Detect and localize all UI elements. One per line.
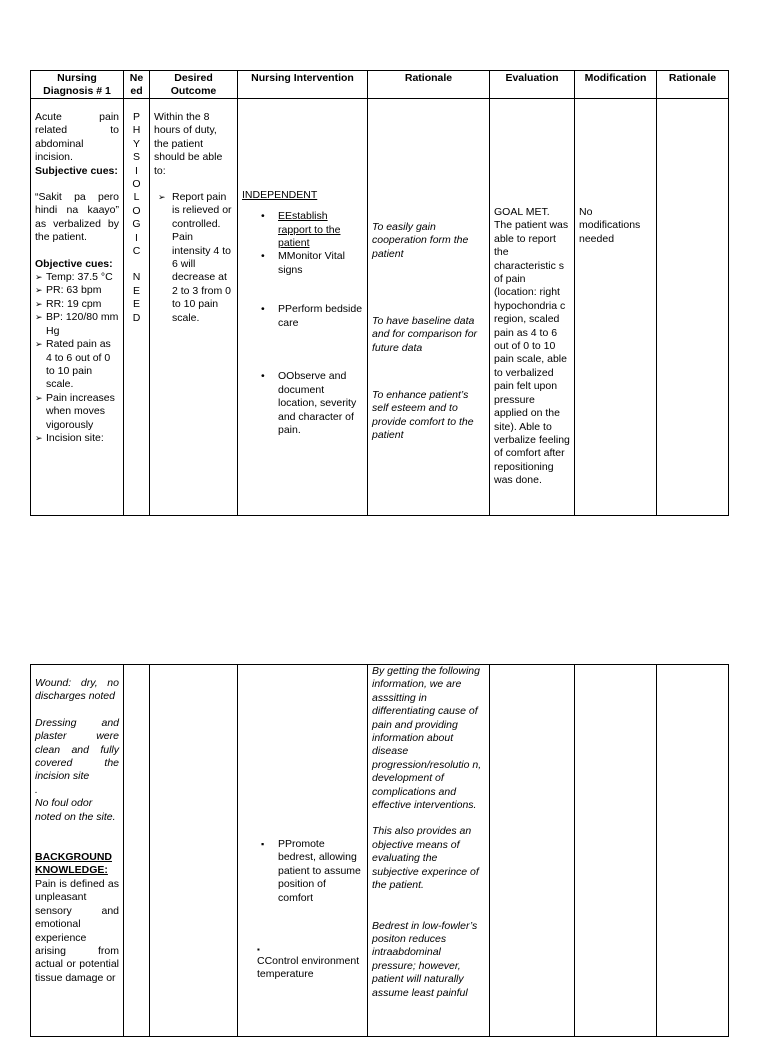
background-text: Pain is defined as unpleasant sensory and emotional experience arising from actual or potential tissue damage or bbox=[35, 877, 119, 984]
rationale-objective: This also provides an objective means of evaluating the subjective experince of the patient. bbox=[372, 825, 479, 892]
care-plan-table-page-2 bbox=[30, 664, 729, 1037]
intervention-list-continued bbox=[242, 838, 363, 945]
need-cell-continued bbox=[124, 665, 150, 1037]
intervention-cell-continued bbox=[238, 665, 368, 1037]
header-nursing-diagnosis: Nursing Diagnosis # 1 bbox=[31, 71, 124, 99]
intervention-control-temperature: CControl environment temperature bbox=[257, 955, 360, 981]
subjective-quote: “Sakit pa pero hindi na kaayo” as verbalized by the patient. bbox=[35, 191, 119, 244]
need-letter: E bbox=[132, 298, 140, 311]
intervention-establish-rapport: • EEstablish rapport to the patient bbox=[242, 210, 363, 250]
content-row bbox=[31, 665, 729, 1037]
dot-mark: . bbox=[35, 783, 38, 796]
cue-pain-increase: ➢ Pain increases when moves vigorously bbox=[35, 392, 119, 432]
outcome-item: ➢ Report pain is relieved or controlled. Pain intensity 4 to 6 will decrease at 2 to 3 from 0 to 10 pain scale. bbox=[158, 191, 233, 325]
diagnosis-intro: Acute pain related to abdominal incision. bbox=[35, 111, 119, 164]
background-heading: BACKGROUND KNOWLEDGE: bbox=[35, 851, 112, 877]
need-letter: Y bbox=[132, 137, 140, 150]
need-letter: L bbox=[133, 191, 140, 204]
care-plan-table-page-1 bbox=[30, 70, 729, 516]
intervention-promote-bedrest: ▪ PPromote bedrest, allowing patient to assume position of comfort bbox=[242, 838, 363, 945]
cue-temp: ➢ Temp: 37.5 °C bbox=[35, 271, 119, 284]
odor-note: No foul odor noted on the site. bbox=[35, 797, 116, 823]
need-letter: S bbox=[132, 151, 140, 164]
cue-rr: ➢ RR: 19 cpm bbox=[35, 298, 119, 311]
header-need: Ne ed bbox=[124, 71, 150, 99]
content-row bbox=[31, 99, 729, 516]
rationale-2-cell-continued bbox=[657, 665, 729, 1037]
intervention-list bbox=[242, 210, 363, 437]
evaluation-cell bbox=[490, 99, 575, 516]
cue-pr: ➢ PR: 63 bpm bbox=[35, 284, 119, 297]
intervention-bedside-care: • PPerform bedside care bbox=[242, 303, 363, 370]
independent-heading: INDEPENDENT bbox=[242, 189, 318, 201]
subjective-heading: Subjective cues: bbox=[35, 164, 118, 177]
need-letter: H bbox=[132, 124, 141, 137]
outcome-intro: Within the 8 hours of duty, the patient should be able to: bbox=[154, 111, 223, 177]
header-rationale: Rationale bbox=[368, 71, 490, 99]
header-desired-outcome: Desired Outcome bbox=[150, 71, 238, 99]
cue-incision-site: ➢ Incision site: bbox=[35, 432, 119, 445]
header-rationale-2: Rationale bbox=[657, 71, 729, 99]
evaluation-cell-continued bbox=[490, 665, 575, 1037]
modification-cell-continued bbox=[575, 665, 657, 1037]
rationale-baseline: To have baseline data and for comparison for future data bbox=[372, 315, 478, 354]
header-modification: Modification bbox=[575, 71, 657, 99]
need-letter: N bbox=[132, 271, 141, 284]
rationale-information: By getting the following information, we are asssitting in differentiating cause of pain and providing information about disease progression/resolutio n, development of complications and effective interventions. bbox=[372, 665, 482, 812]
need-letter: I bbox=[135, 164, 138, 177]
outcome-list bbox=[154, 191, 233, 325]
diagnosis-cell-continued bbox=[31, 665, 124, 1037]
intervention-observe-pain: • OObserve and document location, severity and character of pain. bbox=[242, 370, 363, 437]
rationale-comfort: To enhance patient’s self esteem and to provide comfort to the patient bbox=[372, 389, 474, 442]
need-letter: O bbox=[132, 204, 141, 217]
need-letter: O bbox=[132, 178, 141, 191]
intervention-cell bbox=[238, 99, 368, 516]
need-letter: I bbox=[135, 231, 138, 244]
objective-cues-list bbox=[35, 271, 119, 445]
need-letter: C bbox=[132, 245, 141, 258]
wound-note: Wound: dry, no discharges noted bbox=[35, 677, 119, 703]
cue-pain-rating: ➢ Rated pain as 4 to 6 out of 0 to 10 pain scale. bbox=[35, 338, 119, 392]
diagnosis-cell bbox=[31, 99, 124, 516]
cue-bp: ➢ BP: 120/80 mm Hg bbox=[35, 311, 119, 338]
rationale-cell bbox=[368, 99, 490, 516]
header-nursing-intervention: Nursing Intervention bbox=[238, 71, 368, 99]
need-cell bbox=[124, 99, 150, 516]
rationale-rapport: To easily gain cooperation form the patient bbox=[372, 221, 469, 260]
need-letter: G bbox=[132, 218, 141, 231]
intervention-monitor-vitals: • MMonitor Vital signs bbox=[242, 250, 363, 303]
header-row bbox=[31, 71, 729, 99]
modification-cell bbox=[575, 99, 657, 516]
bullet-marker: ▪ bbox=[257, 945, 260, 954]
need-letter: E bbox=[132, 284, 140, 297]
desired-outcome-cell bbox=[150, 99, 238, 516]
need-letter: D bbox=[132, 311, 141, 324]
evaluation-text: GOAL MET. The patient was able to report the characteristic s of pain (location: right hypochondria c region, scaled pain as 4 to 6 out of 0 to 10 pain scale, able to verbalized pain felt upon pressure applied on the site). Able to verbalize feeling of comfort after repositioning was done. bbox=[494, 206, 570, 487]
need-letter: P bbox=[132, 111, 140, 123]
outcome-cell-continued bbox=[150, 665, 238, 1037]
header-evaluation: Evaluation bbox=[490, 71, 575, 99]
rationale-2-cell bbox=[657, 99, 729, 516]
rationale-cell-continued bbox=[368, 665, 490, 1037]
dressing-note: Dressing and plaster were clean and fully covered the incision site bbox=[35, 716, 119, 783]
objective-heading: Objective cues: bbox=[35, 257, 113, 270]
modification-text: No modifications needed bbox=[579, 206, 641, 245]
rationale-bedrest: Bedrest in low-fowler’s positon reduces intraabdominal pressure; however, patient will naturally assume least painful bbox=[372, 919, 478, 999]
